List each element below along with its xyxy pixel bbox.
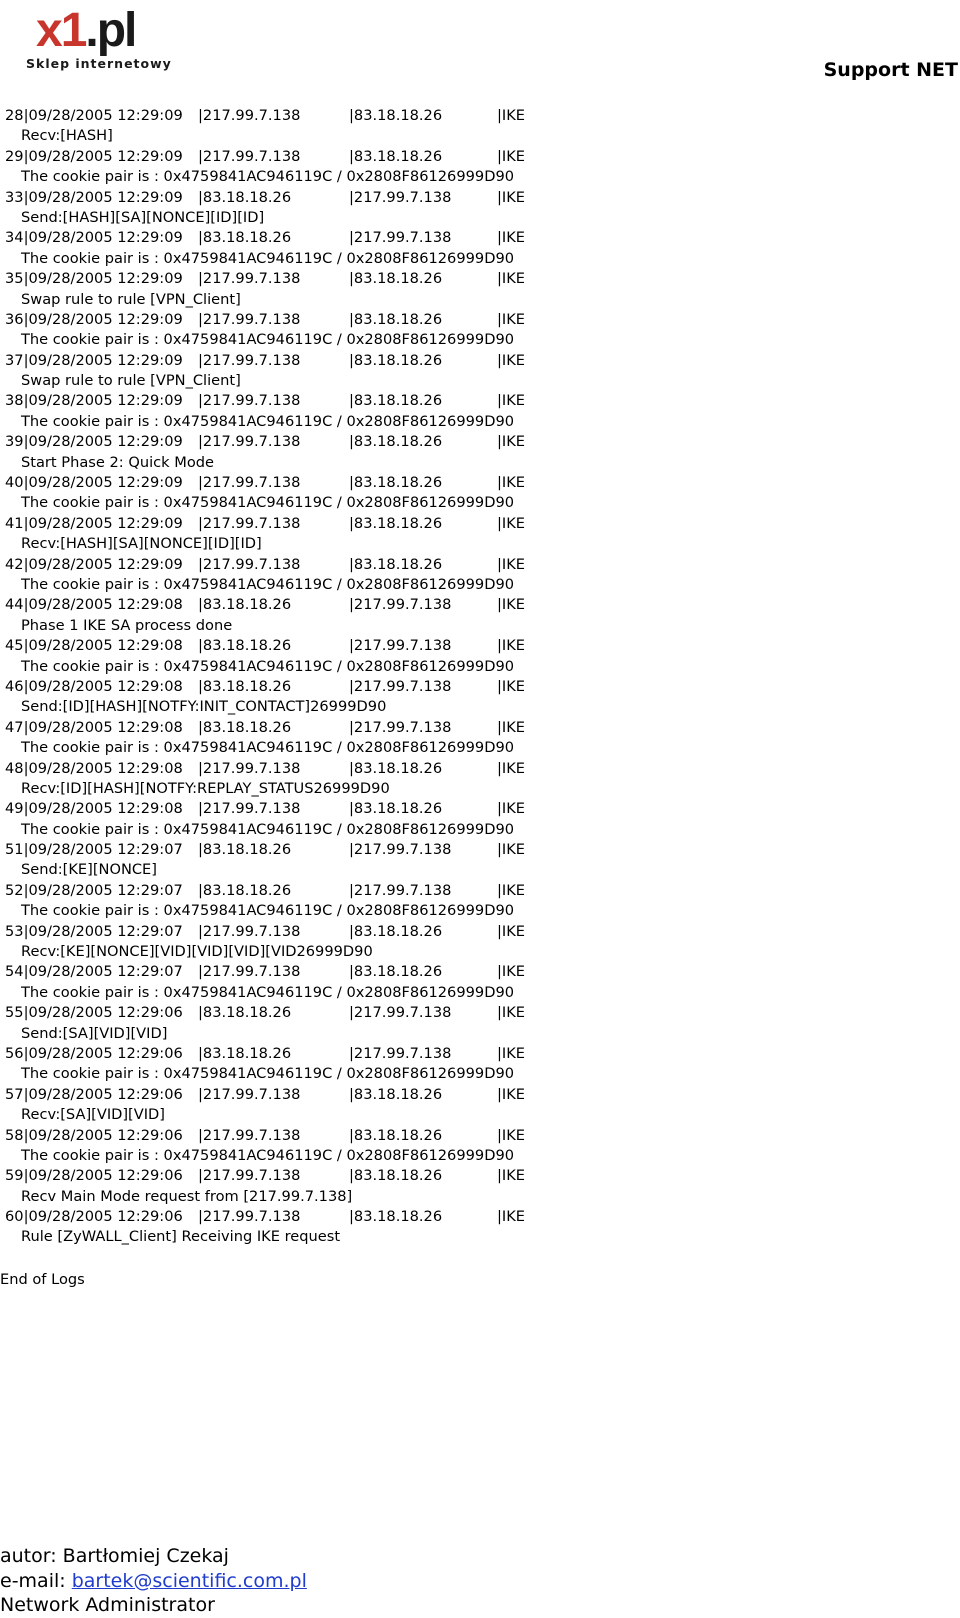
log-entry-category: |IKE	[497, 188, 526, 206]
log-entry-category: |IKE	[497, 759, 526, 777]
log-entry-id-time: 44|09/28/2005 12:29:08	[5, 596, 183, 614]
log-entry-source: |217.99.7.138	[198, 270, 301, 288]
log-entry-id-time: 45|09/28/2005 12:29:08	[5, 637, 183, 655]
log-entry-source: |217.99.7.138	[198, 514, 301, 532]
log-entry-header	[5, 881, 565, 901]
log-entry-message: Swap rule to rule [VPN_Client]	[21, 372, 241, 390]
log-entry-message: Recv:[ID][HASH][NOTFY:REPLAY_STATUS26999D90	[21, 779, 390, 797]
log-entry-category: |IKE	[497, 1085, 526, 1103]
log-entry-source: |217.99.7.138	[198, 433, 301, 451]
log-entry-header	[5, 188, 565, 208]
log-entry	[5, 759, 565, 800]
log-entry-header	[5, 514, 565, 534]
log-entry-header	[5, 432, 565, 452]
log-entry-source: |217.99.7.138	[198, 147, 301, 165]
log-entry-category: |IKE	[497, 229, 526, 247]
log-entry-category: |IKE	[497, 1208, 526, 1226]
footer-email-label: e-mail:	[0, 1569, 72, 1592]
log-entry-id-time: 34|09/28/2005 12:29:09	[5, 229, 183, 247]
log-entry-message: The cookie pair is : 0x4759841AC946119C / 0x2808F86126999D90	[21, 1065, 515, 1083]
log-entry-category: |IKE	[497, 800, 526, 818]
log-entry	[5, 473, 565, 514]
log-entry-source: |217.99.7.138	[198, 351, 301, 369]
log-entry-header	[5, 1126, 565, 1146]
footer-role: Network Administrator	[0, 1594, 215, 1616]
logo-mark-x1: x1	[36, 4, 86, 57]
log-entry-message: The cookie pair is : 0x4759841AC946119C / 0x2808F86126999D90	[21, 820, 515, 838]
log-entry-category: |IKE	[497, 392, 526, 410]
log-entry-category: |IKE	[497, 433, 526, 451]
log-entry-destination: |83.18.18.26	[349, 392, 443, 410]
log-entry-header	[5, 1044, 565, 1064]
log-entry-destination: |83.18.18.26	[349, 351, 443, 369]
log-entry-id-time: 60|09/28/2005 12:29:06	[5, 1208, 183, 1226]
log-entry-header	[5, 595, 565, 615]
log-entry-message: The cookie pair is : 0x4759841AC946119C / 0x2808F86126999D90	[21, 249, 515, 267]
log-entry-source: |83.18.18.26	[198, 596, 292, 614]
log-entry-header	[5, 1207, 565, 1227]
log-entry-id-time: 28|09/28/2005 12:29:09	[5, 107, 183, 124]
log-entry-header	[5, 840, 565, 860]
log-entry-message: The cookie pair is : 0x4759841AC946119C / 0x2808F86126999D90	[21, 983, 515, 1001]
log-entry-id-time: 57|09/28/2005 12:29:06	[5, 1085, 183, 1103]
log-entry-header	[5, 636, 565, 656]
log-entry-header	[5, 351, 565, 371]
log-entry	[5, 677, 565, 718]
log-entry-id-time: 35|09/28/2005 12:29:09	[5, 270, 183, 288]
log-entry-message: The cookie pair is : 0x4759841AC946119C / 0x2808F86126999D90	[21, 902, 515, 920]
log-entry-header	[5, 962, 565, 982]
log-entry-message: The cookie pair is : 0x4759841AC946119C / 0x2808F86126999D90	[21, 331, 515, 349]
log-entry	[5, 555, 565, 596]
log-entry-header	[5, 1085, 565, 1105]
log-entry-message: Recv Main Mode request from [217.99.7.138]	[21, 1187, 353, 1205]
log-entry-source: |217.99.7.138	[198, 1208, 301, 1226]
log-entry-category: |IKE	[497, 922, 526, 940]
log-entry	[5, 962, 565, 1003]
log-entry-category: |IKE	[497, 555, 526, 573]
log-entry-id-time: 42|09/28/2005 12:29:09	[5, 555, 183, 573]
log-entry-id-time: 47|09/28/2005 12:29:08	[5, 718, 183, 736]
log-entry-category: |IKE	[497, 270, 526, 288]
log-entry-destination: |217.99.7.138	[349, 188, 452, 206]
log-entry-message: Start Phase 2: Quick Mode	[21, 453, 215, 471]
log-entry-message: Recv:[HASH][SA][NONCE][ID][ID]	[21, 535, 262, 553]
log-entry-category: |IKE	[497, 351, 526, 369]
log-entry-source: |217.99.7.138	[198, 392, 301, 410]
log-entry-header	[5, 310, 565, 330]
log-entry-id-time: 48|09/28/2005 12:29:08	[5, 759, 183, 777]
log-entry-category: |IKE	[497, 841, 526, 859]
log-entry	[5, 1044, 565, 1085]
log-entry-destination: |217.99.7.138	[349, 1004, 452, 1022]
log-entry-message: Recv:[KE][NONCE][VID][VID][VID][VID26999D90	[21, 943, 373, 961]
log-entry-destination: |83.18.18.26	[349, 310, 443, 328]
log-entry	[5, 1126, 565, 1167]
log-entry-destination: |83.18.18.26	[349, 1167, 443, 1185]
log-entry-id-time: 56|09/28/2005 12:29:06	[5, 1044, 183, 1062]
logo-mark-pl: .pl	[85, 4, 136, 57]
log-entry	[5, 636, 565, 677]
log-entry-source: |83.18.18.26	[198, 841, 292, 859]
log-entry-destination: |83.18.18.26	[349, 555, 443, 573]
log-entry-id-time: 52|09/28/2005 12:29:07	[5, 881, 183, 899]
log-entry-id-time: 59|09/28/2005 12:29:06	[5, 1167, 183, 1185]
log-entry-message: Rule [ZyWALL_Client] Receiving IKE request	[21, 1228, 341, 1246]
log-entry-id-time: 40|09/28/2005 12:29:09	[5, 474, 183, 492]
log-entry-id-time: 29|09/28/2005 12:29:09	[5, 147, 183, 165]
store-logo	[26, 4, 186, 72]
log-entry-header	[5, 799, 565, 819]
log-entry	[5, 391, 565, 432]
log-entry-destination: |217.99.7.138	[349, 229, 452, 247]
log-entry-message: The cookie pair is : 0x4759841AC946119C / 0x2808F86126999D90	[21, 657, 515, 675]
log-entry-category: |IKE	[497, 1126, 526, 1144]
log-entry-message: The cookie pair is : 0x4759841AC946119C / 0x2808F86126999D90	[21, 412, 515, 430]
log-entry-destination: |217.99.7.138	[349, 841, 452, 859]
footer	[0, 1544, 307, 1618]
log-entry-category: |IKE	[497, 1167, 526, 1185]
footer-email-line	[0, 1569, 307, 1594]
log-entry-message: Send:[ID][HASH][NOTFY:INIT_CONTACT]26999D90	[21, 698, 387, 716]
log-entry-source: |217.99.7.138	[198, 474, 301, 492]
log-entry-message: The cookie pair is : 0x4759841AC946119C / 0x2808F86126999D90	[21, 739, 515, 757]
log-entry-category: |IKE	[497, 596, 526, 614]
log-entry	[5, 1003, 565, 1044]
log-entry-destination: |83.18.18.26	[349, 270, 443, 288]
log-entry-destination: |217.99.7.138	[349, 637, 452, 655]
log-entry-id-time: 36|09/28/2005 12:29:09	[5, 310, 183, 328]
log-entry	[5, 188, 565, 229]
log-entry-destination: |83.18.18.26	[349, 759, 443, 777]
log-entry-id-time: 46|09/28/2005 12:29:08	[5, 677, 183, 695]
log-entry-category: |IKE	[497, 637, 526, 655]
log-entry-source: |217.99.7.138	[198, 1167, 301, 1185]
log-entry-header	[5, 473, 565, 493]
log-entry-destination: |217.99.7.138	[349, 677, 452, 695]
log-entry-source: |217.99.7.138	[198, 310, 301, 328]
log-entry-id-time: 55|09/28/2005 12:29:06	[5, 1004, 183, 1022]
log-entry	[5, 922, 565, 963]
log-entry-source: |83.18.18.26	[198, 188, 292, 206]
log-entry-destination: |83.18.18.26	[349, 800, 443, 818]
log-entry-message: Recv:[SA][VID][VID]	[21, 1106, 165, 1124]
log-entry-category: |IKE	[497, 1004, 526, 1022]
log-entry-destination: |83.18.18.26	[349, 433, 443, 451]
log-entry-category: |IKE	[497, 514, 526, 532]
log-entry-destination: |83.18.18.26	[349, 922, 443, 940]
log-entry-message: Recv:[HASH]	[21, 127, 113, 145]
log-entry-source: |83.18.18.26	[198, 637, 292, 655]
log-entry	[5, 351, 565, 392]
log-entry-id-time: 38|09/28/2005 12:29:09	[5, 392, 183, 410]
brand-title: Support NET	[823, 59, 958, 81]
log-entry-destination: |83.18.18.26	[349, 1085, 443, 1103]
log-entry-destination: |83.18.18.26	[349, 1126, 443, 1144]
log-entry-header	[5, 106, 565, 126]
log-entry-id-time: 33|09/28/2005 12:29:09	[5, 188, 183, 206]
log-entry-source: |217.99.7.138	[198, 800, 301, 818]
log-entry-category: |IKE	[497, 107, 526, 124]
log-entry-id-time: 54|09/28/2005 12:29:07	[5, 963, 183, 981]
log-entry	[5, 718, 565, 759]
log-entry-destination: |217.99.7.138	[349, 718, 452, 736]
log-entry-category: |IKE	[497, 963, 526, 981]
log-entry-source: |83.18.18.26	[198, 881, 292, 899]
log-entry-header	[5, 391, 565, 411]
log-entry-message: The cookie pair is : 0x4759841AC946119C / 0x2808F86126999D90	[21, 575, 515, 593]
log-entry-header	[5, 718, 565, 738]
logo-tagline: Sklep internetowy	[26, 56, 172, 71]
log-entry-destination: |83.18.18.26	[349, 107, 443, 124]
log-entry-id-time: 51|09/28/2005 12:29:07	[5, 841, 183, 859]
log-entry-source: |217.99.7.138	[198, 1126, 301, 1144]
log-entry-id-time: 53|09/28/2005 12:29:07	[5, 922, 183, 940]
log-entry	[5, 1166, 565, 1207]
log-list	[5, 106, 565, 1248]
log-entry-category: |IKE	[497, 881, 526, 899]
log-entry-source: |217.99.7.138	[198, 555, 301, 573]
log-entry-category: |IKE	[497, 1044, 526, 1062]
log-entry-message: Swap rule to rule [VPN_Client]	[21, 290, 241, 308]
log-entry-destination: |83.18.18.26	[349, 963, 443, 981]
log-entry-source: |217.99.7.138	[198, 759, 301, 777]
log-entry	[5, 310, 565, 351]
log-entry-source: |217.99.7.138	[198, 107, 301, 124]
log-entry	[5, 514, 565, 555]
log-entry	[5, 269, 565, 310]
log-entry-destination: |83.18.18.26	[349, 147, 443, 165]
log-entry-id-time: 41|09/28/2005 12:29:09	[5, 514, 183, 532]
log-entry	[5, 799, 565, 840]
log-entry-message: Send:[SA][VID][VID]	[21, 1024, 168, 1042]
log-entry-source: |217.99.7.138	[198, 1085, 301, 1103]
end-of-logs: End of Logs	[0, 1271, 85, 1288]
log-entry	[5, 881, 565, 922]
log-entry-source: |217.99.7.138	[198, 922, 301, 940]
log-entry-header	[5, 759, 565, 779]
log-entry-destination: |217.99.7.138	[349, 881, 452, 899]
log-entry	[5, 432, 565, 473]
log-entry-header	[5, 228, 565, 248]
log-entry-destination: |217.99.7.138	[349, 1044, 452, 1062]
log-entry-header	[5, 555, 565, 575]
log-entry-id-time: 39|09/28/2005 12:29:09	[5, 433, 183, 451]
log-entry-header	[5, 677, 565, 697]
log-entry-message: The cookie pair is : 0x4759841AC946119C / 0x2808F86126999D90	[21, 1146, 515, 1164]
logo-mark	[36, 6, 135, 56]
log-entry-header	[5, 269, 565, 289]
log-entry-destination: |83.18.18.26	[349, 514, 443, 532]
log-entry	[5, 147, 565, 188]
log-entry-category: |IKE	[497, 474, 526, 492]
log-entry-message: Send:[HASH][SA][NONCE][ID][ID]	[21, 208, 265, 226]
log-entry-category: |IKE	[497, 147, 526, 165]
log-entry-message: The cookie pair is : 0x4759841AC946119C / 0x2808F86126999D90	[21, 494, 515, 512]
log-entry-header	[5, 147, 565, 167]
log-entry-id-time: 58|09/28/2005 12:29:06	[5, 1126, 183, 1144]
log-entry-category: |IKE	[497, 718, 526, 736]
log-entry-category: |IKE	[497, 677, 526, 695]
log-entry	[5, 228, 565, 269]
log-entry-id-time: 37|09/28/2005 12:29:09	[5, 351, 183, 369]
log-entry	[5, 595, 565, 636]
log-entry-destination: |217.99.7.138	[349, 596, 452, 614]
footer-author: autor: Bartłomiej Czekaj	[0, 1545, 229, 1567]
log-entry-source: |83.18.18.26	[198, 1044, 292, 1062]
log-entry	[5, 1207, 565, 1248]
log-entry-message: Send:[KE][NONCE]	[21, 861, 157, 879]
log-entry-category: |IKE	[497, 310, 526, 328]
log-entry-id-time: 49|09/28/2005 12:29:08	[5, 800, 183, 818]
log-entry-source: |83.18.18.26	[198, 718, 292, 736]
log-entry-source: |83.18.18.26	[198, 677, 292, 695]
log-entry-message: Phase 1 IKE SA process done	[21, 616, 233, 634]
log-entry	[5, 1085, 565, 1126]
log-entry-destination: |83.18.18.26	[349, 474, 443, 492]
log-entry-source: |83.18.18.26	[198, 229, 292, 247]
log-entry-header	[5, 922, 565, 942]
footer-email-link[interactable]: bartek@scientific.com.pl	[71, 1569, 307, 1592]
log-entry-header	[5, 1003, 565, 1023]
log-entry-source: |83.18.18.26	[198, 1004, 292, 1022]
log-entry-source: |217.99.7.138	[198, 963, 301, 981]
log-entry-message: The cookie pair is : 0x4759841AC946119C / 0x2808F86126999D90	[21, 168, 515, 186]
log-entry-header	[5, 1166, 565, 1186]
log-entry	[5, 840, 565, 881]
log-entry-destination: |83.18.18.26	[349, 1208, 443, 1226]
log-entry	[5, 106, 565, 147]
